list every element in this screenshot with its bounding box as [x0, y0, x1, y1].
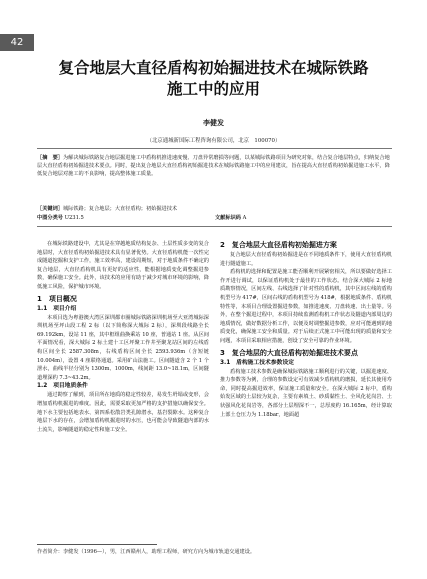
keywords — [37, 205, 392, 213]
section-2-heading: 2 复合地层大直径盾构初始掘进方案 — [220, 241, 337, 249]
title-line-1: 复合地层大直径盾构初始掘进技术在城际铁路 — [58, 59, 369, 77]
paper-title — [30, 58, 397, 100]
section-3-heading: 3 复合地层的大直径盾构初始掘进技术要点 — [220, 348, 358, 357]
section-1-2-heading: 1.2 项目地质条件 — [37, 383, 88, 390]
page-number: 42 — [0, 34, 34, 51]
keywords-text: 城际铁路；复合地层；大直径盾构；初始掘进技术 — [62, 206, 178, 212]
class-label: 中图分类号 — [37, 215, 63, 221]
author: 李健发 — [203, 119, 224, 127]
abstract — [37, 154, 392, 178]
keywords-label: ［关键词］ — [37, 206, 63, 212]
intro-paragraph: 在城际铁路建设中，尤其是在穿越地质结构复杂、土层性质多变的复合地层时，大直径盾构初始掘进技术具有显著优势。大直径盾构机能一次性完成隧道挖掘和支护工作，施工效率高，建设周期短，对于地质条件不确定的复合地层，大直径盾构机具有更好的适应性，能根据地质变化调整掘进参数，确保施工安全。此外，该技术的应用有助于减少对城市环境的影响，降低施工风险，保护城市环境。 — [37, 241, 209, 290]
doc-label: 文献标识码 — [215, 215, 241, 221]
divider-bottom — [37, 226, 392, 227]
class-value: U231.5 — [64, 215, 84, 221]
project-intro-paragraph: 本项目选为粤港澳大湾区深圳都市圈城际铁路深圳机场至大亚湾城际深圳机场至坪山段工程 2 标（以下简称深大城际 2 标），深圳段线路全长 69.192km，设站 11 座，其中框组曲换乘站 10 座，普通站 1 座。从区间平面情况看，深大城际 2 标土建十工区坪聚工作井至聚龙站区间的左线盾构区间全长 2587.308m，右线盾构区间全长 2593.936m（含短链 10.004m），设置 4 座联络通道。采用矿山法施工。区间隧道含 2 个 1 个泄水，曲线半径分别为 1300m、1000m，线间距 13.0~18.1m，区间隧道埋深约 7.3~43.2m。 — [37, 314, 209, 381]
divider-top — [37, 148, 392, 149]
doc-value: A — [242, 215, 247, 221]
author-footnote: 作者简介：李健发（1996—），男，江西赣州人，助理工程师，研究方向为城市轨道交通建设。 — [37, 549, 256, 555]
section-2-paragraph-2: 盾构机的选择和配置是施工能否顺利开展紧密相关，所以要做好选择工作开进行调试，以保证盾构机处于最佳的工作状态。结合深大城际 2 标地质勘察情况，区间左线、右线选择了针对性的盾构机，其中区间左线的盾构机型号为 417#，区间右线的盾构机型号为 418#，根据地质条件、盾构机特性等，本项目合理设置掘进参数，如推进速度、刀盘转速、出土量等。另外，在整个掘进过程中，本项目持续监测盾构机工作状态及隧道内部周边的地质情况，做好数据分析工作，以便及时调整掘进参数，应对可能遇到的地质变化，确保施工安全和质量。对于后续正式施工中可能出现的质量和安全问题，本项目采取相应措施，创设了安全可靠的作业环境。 — [220, 269, 392, 344]
right-column — [220, 240, 392, 419]
section-3-1-paragraph: 盾构施工技术参数是确保城际铁路施工顺利进行的关键，以掘进速度、推力参数等为例，合理的参数设定可有效减少盾构机的磨损，延长其使用寿命，同时提高掘进效率，保证施工质量和安全。在深大城际 2 标中，盾构始发区域的土层较为复杂，主要有素填土、砂质黏性土、全风化花岗岩、土状强风化花岗岩等，各部分土层埋深不一，总厚度约 16.165m，经计算取上部土仓压力为 1.18bar，地面超 — [220, 368, 392, 418]
section-2-paragraph-1: 复合地层大直径盾构初始掘进是在不同地质条件下，使用大直径盾构机进行隧道施工。 — [220, 252, 392, 267]
title-line-2: 施工中的应用 — [166, 80, 260, 98]
section-1-heading: 1 项目概况 — [37, 294, 77, 303]
abstract-text: 为解决城际铁路复合地层掘进施工中盾构机推进速度慢、刀盘异常磨损等问题，以某城际铁路项目为研究对象，结合复合地层特点，归纳复合地层大直径盾构初始掘进技术要点。同时，提出复合地层大直径盾构初始掘进技术在城际铁路施工中的应用建议，旨在提高大直径盾构初始掘进施工水平，降低复合地层对施工的不良影响，提高整体施工质量。 — [37, 155, 390, 177]
classification-row — [37, 214, 392, 222]
abstract-label: ［摘 要］ — [37, 155, 63, 161]
left-column — [37, 240, 209, 434]
affiliation: （北京通城新国际工程咨询有限公司，北京 100070） — [146, 138, 281, 144]
section-3-1-heading: 3.1 盾构施工技术参数设定 — [220, 359, 295, 366]
section-1-1-heading: 1.1 项目介绍 — [37, 305, 77, 312]
footnote-divider — [37, 544, 157, 545]
geology-paragraph: 通过勘察了解到，项目所在地质的稳定性较差，易发生坍塌或变形，会增加盾构机掘进的难度。因此，需要采取更加严格的支护措施以确保安全。地下水主要包括地表水、第四系松散岩类孔隙潜水，基岩裂隙水。这种复合地层下水的存在，会增加盾构机掘进时的水压，也可能会导致隧道内部的水土流失，影响隧道的稳定性和施工安全。 — [37, 392, 209, 433]
